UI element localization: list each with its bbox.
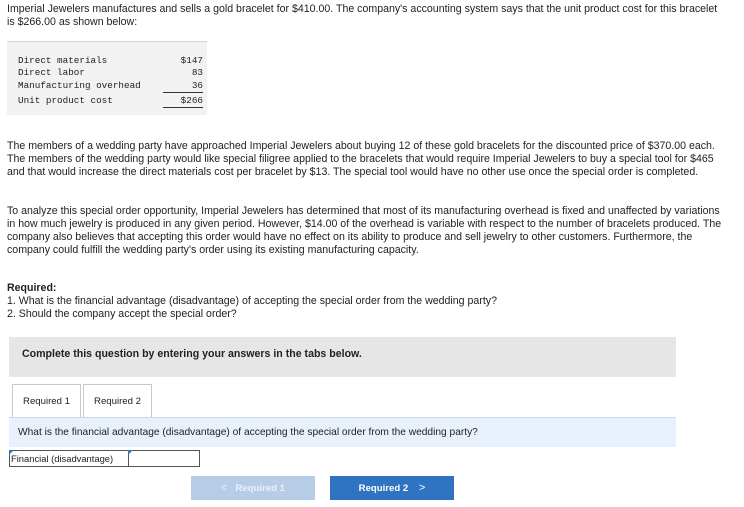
cost-value: 36	[163, 80, 203, 93]
required-question-1: 1. What is the financial advantage (disadvantage) of accepting the special order from the wedding party?	[7, 295, 497, 307]
prev-button-label: Required 1	[235, 483, 286, 494]
cost-value: $266	[163, 95, 203, 108]
cost-row-unit-product-cost	[18, 95, 203, 107]
analysis-paragraph: To analyze this special order opportunity, Imperial Jewelers has determined that most of its manufacturing overhead is fixed and unaffected by variations in how much jewelry is produced in any given period. However, $14.00 of the overhead is variable with respect to the number of bracelets produced. The company also believes that accepting this order would have no effect on its ability to produce and sell jewelry to other customers. Furthermore, the company could fulfill the wedding party's order using its existing manufacturing capacity.	[7, 205, 722, 256]
prev-required-button[interactable]	[191, 476, 315, 500]
cost-label: Direct materials	[18, 55, 108, 66]
question-bar	[9, 417, 676, 447]
next-required-button[interactable]	[330, 476, 454, 500]
cost-label: Direct labor	[18, 67, 85, 78]
financial-advantage-input-row[interactable]	[9, 450, 200, 467]
question-text: What is the financial advantage (disadvantage) of accepting the special order from the wedding party?	[18, 427, 478, 438]
intro-paragraph: Imperial Jewelers manufactures and sells a gold bracelet for $410.00. The company's accounting system says that the unit product cost for this bracelet is $266.00 as shown below:	[7, 3, 718, 28]
tab-required-2[interactable]: Required 2	[83, 384, 152, 418]
unit-cost-table	[7, 41, 207, 115]
cost-value: $147	[180, 55, 203, 66]
cost-value: 83	[191, 67, 203, 78]
cost-row-direct-labor	[18, 67, 203, 79]
required-section	[7, 282, 727, 321]
members-paragraph: The members of a wedding party have approached Imperial Jewelers about buying 12 of these gold bracelets for the discounted price of $370.00 each. The members of the wedding party would like special filigree applied to the bracelets that would require Imperial Jewelers to buy a special tool for $465 and that would increase the direct materials cost per bracelet by $13. The special tool would have no other use once the special order is completed.	[7, 140, 715, 178]
financial-disadvantage-label: Financial (disadvantage)	[11, 453, 114, 464]
chevron-right-icon: >	[418, 482, 426, 494]
cost-label: Manufacturing overhead	[18, 80, 141, 91]
chevron-left-icon: <	[220, 482, 228, 494]
cost-row-direct-materials	[18, 55, 203, 67]
complete-instruction-bar	[9, 337, 676, 377]
next-button-label: Required 2	[358, 483, 409, 494]
complete-instruction: Complete this question by entering your answers in the tabs below.	[22, 348, 362, 360]
cost-row-manufacturing-overhead	[18, 80, 203, 92]
input-flag-icon	[128, 450, 133, 455]
tab-required-1[interactable]: Required 1	[12, 384, 81, 418]
required-heading: Required:	[7, 282, 57, 294]
cost-label: Unit product cost	[18, 95, 113, 106]
required-question-2: 2. Should the company accept the special order?	[7, 308, 237, 320]
